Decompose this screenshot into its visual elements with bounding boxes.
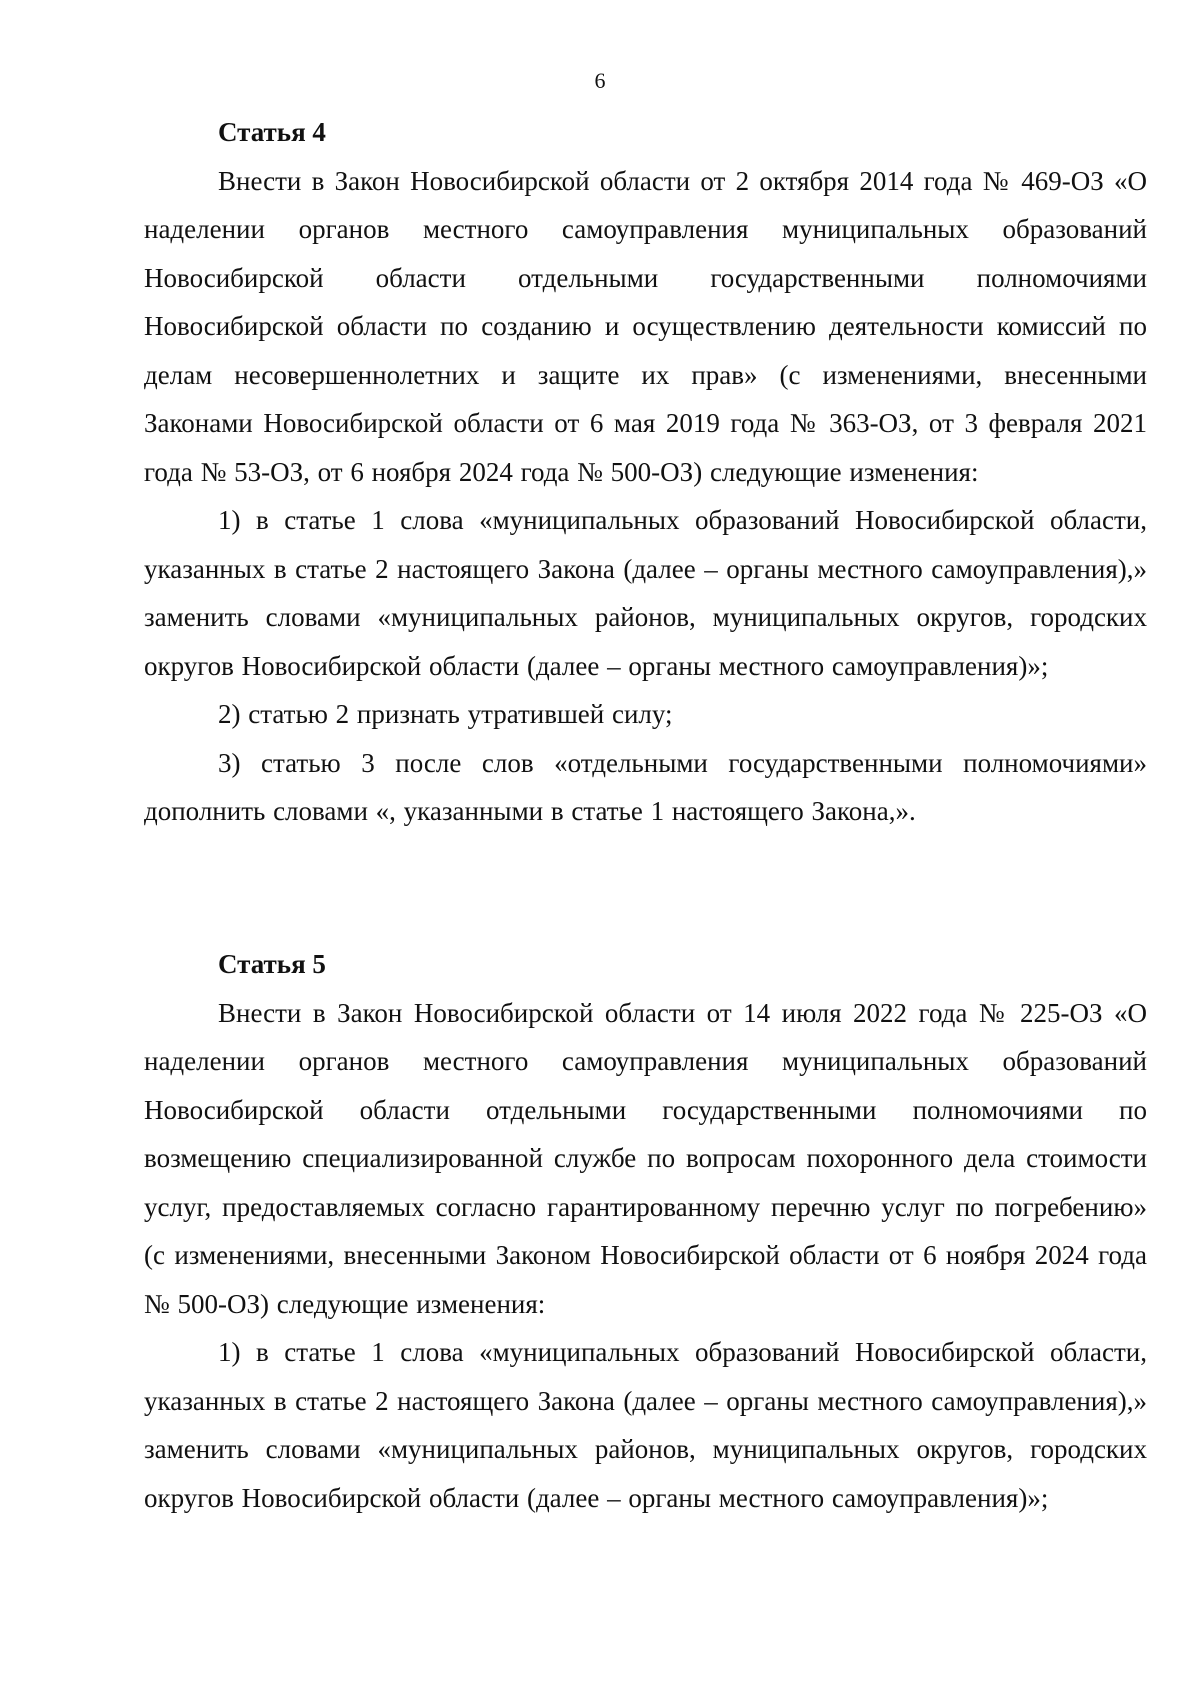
article-paragraph: Внести в Закон Новосибирской области от 2 октября 2014 года № 469-ОЗ «О наделении органов местного самоуправления муниципальных образований Новосибирской области отдельными государственными полномочиями Новосибирской области по созданию и осуществлению деятельности комиссий по делам несовершеннолетних и защите их прав» (с изменениями, внесенными Законами Новосибирской области от 6 мая 2019 года № 363-ОЗ, от 3 февраля 2021 года № 53-ОЗ, от 6 ноября 2024 года № 500-ОЗ) следующие изменения: — [144, 165, 1147, 487]
article-paragraph: Внести в Закон Новосибирской области от 14 июля 2022 года № 225-ОЗ «О наделении органов местного самоуправления муниципальных образований Новосибирской области отдельными государственными полномочиями по возмещению специализированной службе по вопросам похоронного дела стоимости услуг, предоставляемых согласно гарантированному перечню услуг по погребению» (с изменениями, внесенными Законом Новосибирской области от 6 ноября 2024 года № 500-ОЗ) следующие изменения: — [144, 997, 1147, 1319]
article-4 — [144, 108, 1147, 836]
article-paragraph: 1) в статье 1 слова «муниципальных образований Новосибирской области, указанных в статье 2 настоящего Закона (далее – органы местного самоуправления),» заменить словами «муниципальных районов, муниципальных округов, городских округов Новосибирской области (далее – органы местного самоуправления)»; — [144, 505, 1147, 681]
article-heading: Статья 5 — [218, 949, 326, 979]
article-paragraph: 2) статью 2 признать утратившей силу; — [218, 699, 673, 729]
article-paragraph: 3) статью 3 после слов «отдельными государственными полномочиями» дополнить словами «, указанными в статье 1 настоящего Закона,». — [144, 747, 1147, 826]
page-number: 6 — [594, 68, 606, 93]
article-5 — [144, 940, 1147, 1522]
article-paragraph: 1) в статье 1 слова «муниципальных образований Новосибирской области, указанных в статье 2 настоящего Закона (далее – органы местного самоуправления),» заменить словами «муниципальных районов, муниципальных округов, городских округов Новосибирской области (далее – органы местного самоуправления)»; — [144, 1337, 1147, 1513]
article-heading: Статья 4 — [218, 117, 326, 147]
